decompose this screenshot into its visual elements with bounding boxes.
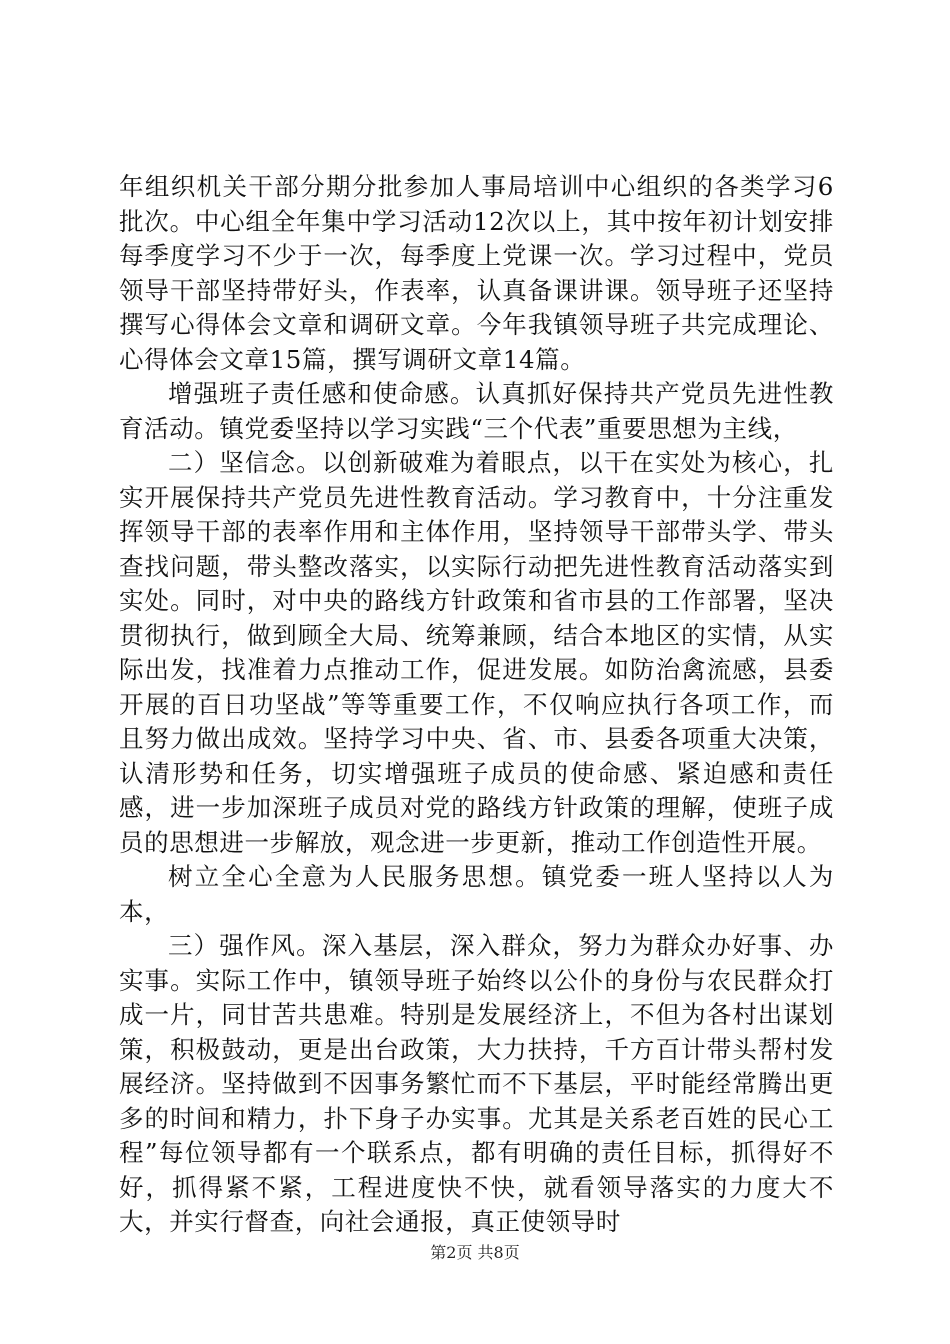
paragraph: 树立全心全意为人民服务思想。镇党委一班人坚持以人为本， [119, 862, 834, 926]
paragraph: 二）坚信念。以创新破难为着眼点，以干在实处为核心，扎实开展保持共产党员先进性教育活动。学习教育中，十分注重发挥领导干部的表率作用和主体作用，坚持领导干部带头学、带头查找问题，带头整改落实，以实际行动把先进性教育活动落实到实处。同时，对中央的路线方针政策和省市县的工作部署，坚决贯彻执行，做到顾全大局、统筹兼顾，结合本地区的实情，从实际出发，找准着力点推动工作，促进发展。如防治禽流感，县委开展的百日功坚战”等等重要工作，不仅响应执行各项工作，而且努力做出成效。坚持学习中央、省、市、县委各项重大决策，认清形势和任务，切实增强班子成员的使命感、紧迫感和责任感，进一步加深班子成员对党的路线方针政策的理解，使班子成员的思想进一步解放，观念进一步更新，推动工作创造性开展。 [119, 448, 834, 857]
document-body [119, 170, 834, 1240]
page-number-footer: 第2页 共8页 [430, 1243, 520, 1262]
paragraph: 三）强作风。深入基层，深入群众，努力为群众办好事、办实事。实际工作中，镇领导班子始终以公仆的身份与农民群众打成一片，同甘苦共患难。特别是发展经济上，不但为各村出谋划策，积极鼓动，更是出台政策，大力扶持，千方百计带头帮村发展经济。坚持做到不因事务繁忙而不下基层，平时能经常腾出更多的时间和精力，扑下身子办实事。尤其是关系老百姓的民心工程”每位领导都有一个联系点，都有明确的责任目标，抓得好不好，抓得紧不紧，工程进度快不快，就看领导落实的力度大不大，并实行督查，向社会通报，真正使领导时 [119, 931, 834, 1236]
paragraph: 增强班子责任感和使命感。认真抓好保持共产党员先进性教育活动。镇党委坚持以学习实践“三个代表”重要思想为主线， [119, 379, 834, 443]
paragraph: 年组织机关干部分期分批参加人事局培训中心组织的各类学习6批次。中心组全年集中学习活动12次以上，其中按年初计划安排每季度学习不少于一次，每季度上党课一次。学习过程中，党员领导干部坚持带好头，作表率，认真备课讲课。领导班子还坚持撰写心得体会文章和调研文章。今年我镇领导班子共完成理论、心得体会文章15篇，撰写调研文章14篇。 [119, 172, 834, 374]
